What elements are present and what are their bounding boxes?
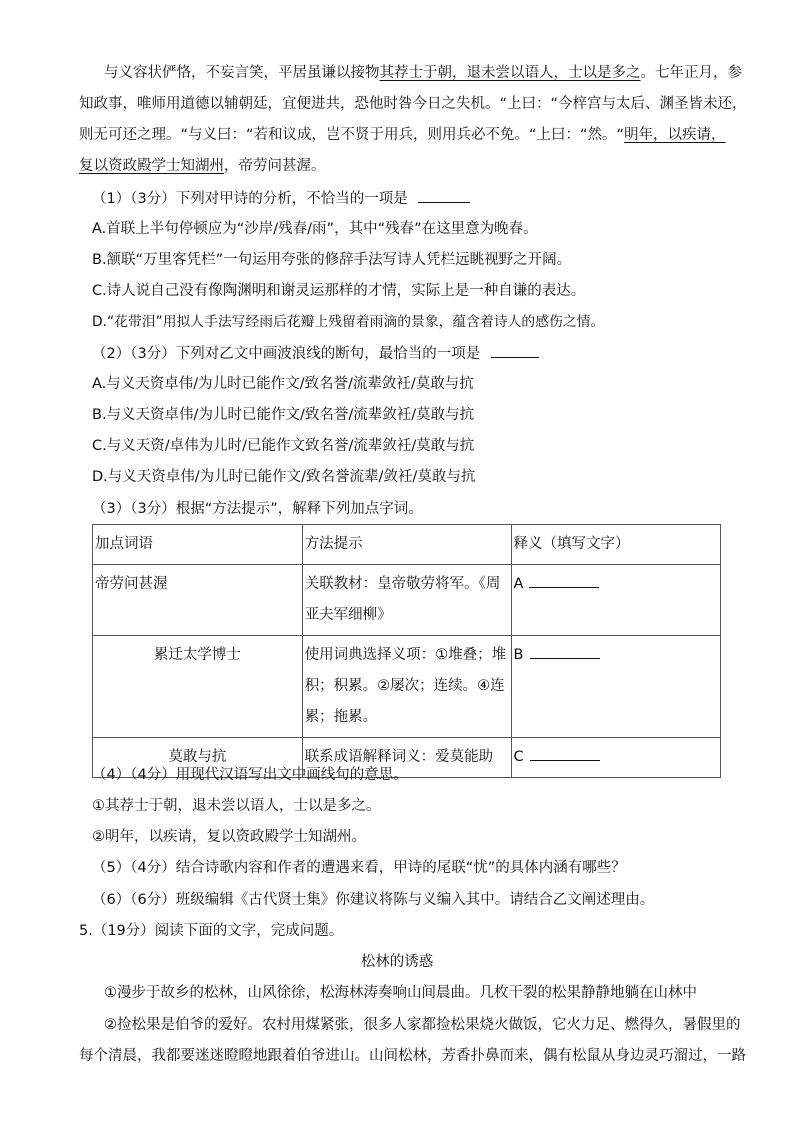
passage-text: 则无可还之理。“与义曰：“若和议成，岂不贤于用兵，则用兵必不免。“上曰：“然。“ [79,127,625,143]
q1-option-c: C.诗人说自己没有像陶渊明和谢灵运那样的才情，实际上是一种自谦的表达。 [92,283,586,299]
answer-blank[interactable] [529,571,599,588]
table-header: 释义（填写文字） [511,525,720,565]
question-4-stem: （4）（4分）用现代汉语写出文中画线句的意思。 [92,767,408,783]
question-1-text: （1）（3分）下列对甲诗的分析，不恰当的一项是 [92,191,408,207]
q1-option-b: B.颔联“万里客凭栏”一句运用夸张的修辞手法写诗人凭栏远眺视野之开阔。 [92,252,572,268]
table-header: 加点词语 [93,525,303,565]
table-cell-answer[interactable] [511,636,720,738]
passage-text: 与义容状俨恪，不妄言笑，平居虽谦以接物 [104,65,380,81]
answer-blank[interactable] [530,642,600,659]
table-cell-answer[interactable] [511,565,720,636]
article-title: 松林的诱惑 [360,954,434,970]
section-5-heading: 5.（19分）阅读下面的文字，完成问题。 [79,923,344,939]
question-2-stem [92,343,539,364]
method-table [92,524,721,778]
article-paragraph-2-cont: 每个清晨，我都要迷迷瞪瞪地跟着伯爷进山。山间松林，芳香扑鼻而来，偶有松鼠从身边灵巧溜过，一路 [79,1048,746,1064]
question-3-stem: （3）（3分）根据“方法提示”，解释下列加点字词。 [92,501,423,517]
passage-line-4 [79,156,326,176]
table-row [93,565,721,636]
answer-label: B [513,647,524,663]
table-cell-word: 累迁太学博士 [93,636,303,738]
q4-item-2: ②明年，以疾请，复以资政殿学士知湖州。 [92,829,366,845]
q2-option-a: A.与义天资卓伟/为儿时已能作文/致名誉/流辈敛衽/莫敢与抗 [92,376,474,392]
passage-line-1 [104,63,742,83]
table-cell-answer[interactable] [511,738,720,778]
table-header-row [93,525,721,565]
underlined-sentence-2: 明年，以疾请， [624,127,726,143]
question-2-text: （2）（3分）下列对乙文中画波浪线的断句，最恰当的一项是 [92,346,481,362]
table-cell-hint: 联系成语解释词义：爱莫能助 [302,738,511,778]
table-cell-hint: 使用词典选择义项：①堆叠；堆积；积累。②屡次；连续。④连累；拖累。 [302,636,511,738]
passage-text: 。七年正月，参 [640,65,742,81]
question-5-stem: （5）（4分）结合诗歌内容和作者的遭遇来看，甲诗的尾联“忧”的具体内涵有哪些？ [92,860,626,876]
table-header: 方法提示 [302,525,511,565]
q4-item-1: ①其荐士于朝，退未尝以语人，士以是多之。 [92,798,381,814]
q1-option-a: A.首联上半句停顿应为“沙岸/残春/雨”，其中“残春”在这里意为晚春。 [92,221,538,237]
underlined-sentence-1: 其荐士于朝，退未尝以语人，士以是多之 [379,65,641,81]
answer-blank[interactable] [418,188,470,203]
table-row [93,636,721,738]
table-cell-word: 帝劳问甚渥 [93,565,303,636]
underlined-sentence-2-cont: 复以资政殿学士知湖州 [79,158,224,174]
article-paragraph-2: ②捡松果是伯爷的爱好。农村用煤紧张，很多人家都捡松果烧火做饭，它火力足、燃得久，暑假里的 [104,1017,741,1033]
q1-option-d: D.“花带泪”用拟人手法写经雨后花瓣上残留着雨滴的景象，蕴含着诗人的感伤之情。 [92,314,605,330]
answer-label: C [513,749,524,765]
passage-text: ，帝劳问甚渥。 [224,158,326,174]
passage-line-3 [79,125,726,145]
question-6-stem: （6）（6分）班级编辑《古代贤士集》你建议将陈与义编入其中。请结合乙文阐述理由。 [92,892,655,908]
answer-label: A [513,576,524,592]
article-paragraph-1: ①漫步于故乡的松林，山风徐徐，松海林涛奏响山间晨曲。几枚干裂的松果静静地躺在山林中 [104,985,697,1001]
table-cell-word: 莫敢与抗 [93,738,303,778]
answer-blank[interactable] [530,744,600,761]
answer-blank[interactable] [491,343,539,358]
q2-option-d: D.与义天资卓伟/为儿时已能作文/致名誉流辈/敛衽/莫敢与抗 [92,469,476,485]
q2-option-b: B.与义天资卓伟/为儿时已能作文/致名誉/流辈敛衽/莫敢与抗 [92,407,475,423]
q2-option-c: C.与义天资/卓伟为儿时/已能作文致名誉/流辈敛衽/莫敢与抗 [92,438,475,454]
table-cell-hint: 关联教材：皇帝敬劳将军。《周亚夫军细柳》 [302,565,511,636]
passage-line-2: 知政事，唯师用道德以辅朝廷，宜便进共，恐他时咎今日之失机。“上曰：“今梓宫与太后、渊圣皆未还， [79,96,747,112]
question-1-stem [92,188,470,209]
